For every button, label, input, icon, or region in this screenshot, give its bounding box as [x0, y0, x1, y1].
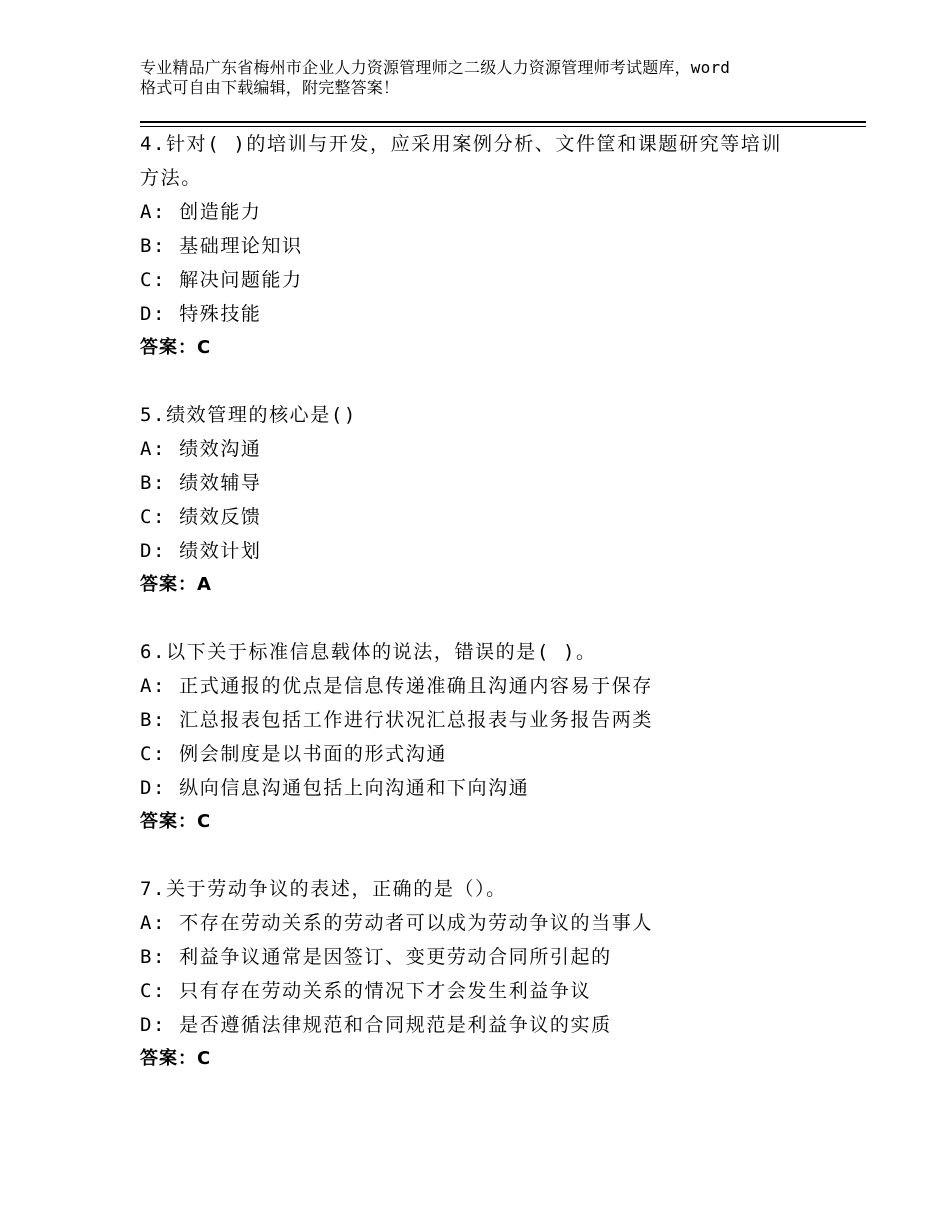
document-header	[140, 58, 840, 98]
option-c: C: 只有存在劳动关系的情况下才会发生利益争议	[140, 980, 592, 1002]
question-4	[140, 127, 840, 365]
question-stem: 4.针对( )的培训与开发，应采用案例分析、文件筐和课题研究等培训	[140, 133, 782, 155]
question-list	[140, 127, 840, 1109]
question-stem: 6.以下关于标准信息载体的说法，错误的是( )。	[140, 641, 597, 663]
question-7	[140, 872, 840, 1076]
header-rule-thick	[140, 121, 866, 123]
question-stem-continued: 方法。	[140, 167, 202, 189]
option-c: C: 绩效反馈	[140, 506, 262, 528]
question-6	[140, 635, 840, 839]
option-d: D: 特殊技能	[140, 303, 262, 325]
option-b: B: 利益争议通常是因签订、变更劳动合同所引起的	[140, 946, 612, 968]
answer: 答案：A	[140, 574, 212, 595]
option-b: B: 基础理论知识	[140, 235, 303, 257]
question-5	[140, 398, 840, 602]
option-d: D: 是否遵循法律规范和合同规范是利益争议的实质	[140, 1014, 612, 1036]
option-c: C: 例会制度是以书面的形式沟通	[140, 743, 447, 765]
option-a: A: 不存在劳动关系的劳动者可以成为劳动争议的当事人	[140, 912, 653, 934]
question-stem: 5.绩效管理的核心是()	[140, 404, 357, 426]
option-d: D: 纵向信息沟通包括上向沟通和下向沟通	[140, 777, 530, 799]
option-b: B: 汇总报表包括工作进行状况汇总报表与业务报告两类	[140, 709, 653, 731]
header-line-2: 格式可自由下载编辑，附完整答案！	[140, 78, 400, 97]
option-b: B: 绩效辅导	[140, 472, 262, 494]
option-a: A: 正式通报的优点是信息传递准确且沟通内容易于保存	[140, 675, 653, 697]
answer: 答案：C	[140, 1048, 212, 1069]
answer: 答案：C	[140, 811, 212, 832]
header-line-1: 专业精品广东省梅州市企业人力资源管理师之二级人力资源管理师考试题库，word	[140, 58, 731, 77]
question-stem: 7.关于劳动争议的表述，正确的是（）。	[140, 878, 507, 900]
option-a: A: 创造能力	[140, 201, 262, 223]
option-a: A: 绩效沟通	[140, 438, 262, 460]
option-d: D: 绩效计划	[140, 540, 262, 562]
answer: 答案：C	[140, 337, 212, 358]
option-c: C: 解决问题能力	[140, 269, 303, 291]
